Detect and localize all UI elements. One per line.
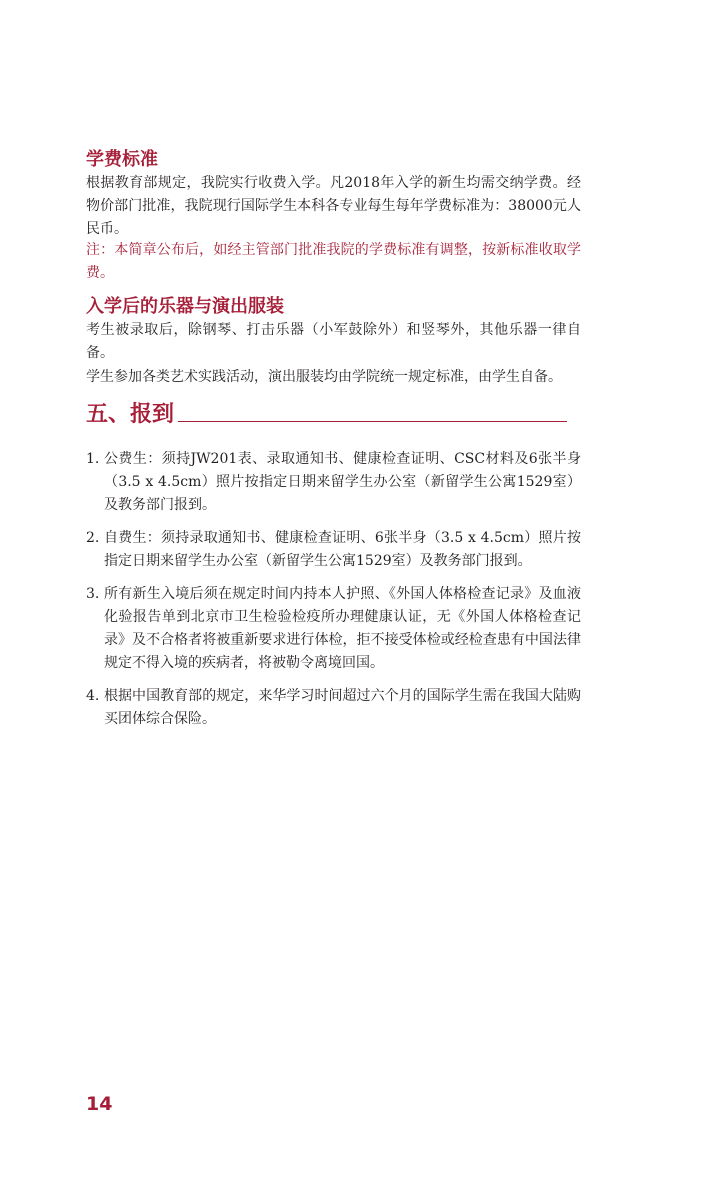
tuition-body: 根据教育部规定，我院实行收费入学。凡2018年入学的新生均需交纳学费。经物价部门批准，我院现行国际学生本科各专业每生每年学费标准为：38000元人民币。 bbox=[86, 175, 581, 237]
registration-list bbox=[86, 448, 581, 741]
list-item bbox=[86, 527, 581, 573]
list-item bbox=[86, 685, 581, 731]
list-item bbox=[86, 448, 581, 517]
heading-rule bbox=[178, 421, 567, 422]
instruments-body-1: 考生被录取后，除钢琴、打击乐器（小军鼓除外）和竖琴外，其他乐器一律自备。 bbox=[86, 322, 581, 361]
list-item-number: 3. bbox=[86, 586, 100, 602]
page-number: 14 bbox=[86, 1093, 113, 1115]
list-item-text: 自费生：须持录取通知书、健康检查证明、6张半身（3.5 x 4.5cm）照片按指定日期来留学生办公室（新留学生公寓1529室）及教务部门报到。 bbox=[104, 530, 581, 569]
list-item-text: 公费生：须持JW201表、录取通知书、健康检查证明、CSC材料及6张半身（3.5 x 4.5cm）照片按指定日期来留学生办公室（新留学生公寓1529室）及教务部门报到。 bbox=[104, 451, 581, 513]
list-item-text: 根据中国教育部的规定，来华学习时间超过六个月的国际学生需在我国大陆购买团体综合保险。 bbox=[104, 688, 581, 727]
list-item-text: 所有新生入境后须在规定时间内持本人护照、《外国人体格检查记录》及血液化验报告单到北京市卫生检验检疫所办理健康认证，无《外国人体格检查记录》及不合格者将被重新要求进行体检，拒不接受体检或经检查患有中国法律规定不得入境的疾病者，将被勒令离境回国。 bbox=[104, 586, 581, 671]
list-item-number: 4. bbox=[86, 688, 100, 704]
instruments-body-2: 学生参加各类艺术实践活动，演出服装均由学院统一规定标准，由学生自备。 bbox=[86, 369, 562, 385]
tuition-heading: 学费标准 bbox=[86, 149, 158, 170]
list-item-number: 2. bbox=[86, 530, 100, 546]
instruments-heading: 入学后的乐器与演出服装 bbox=[86, 296, 284, 317]
tuition-note: 注：本简章公布后，如经主管部门批准我院的学费标准有调整，按新标准收取学费。 bbox=[86, 242, 581, 281]
registration-heading: 五、报到 bbox=[86, 402, 175, 427]
list-item-number: 1. bbox=[86, 451, 100, 467]
list-item bbox=[86, 583, 581, 675]
